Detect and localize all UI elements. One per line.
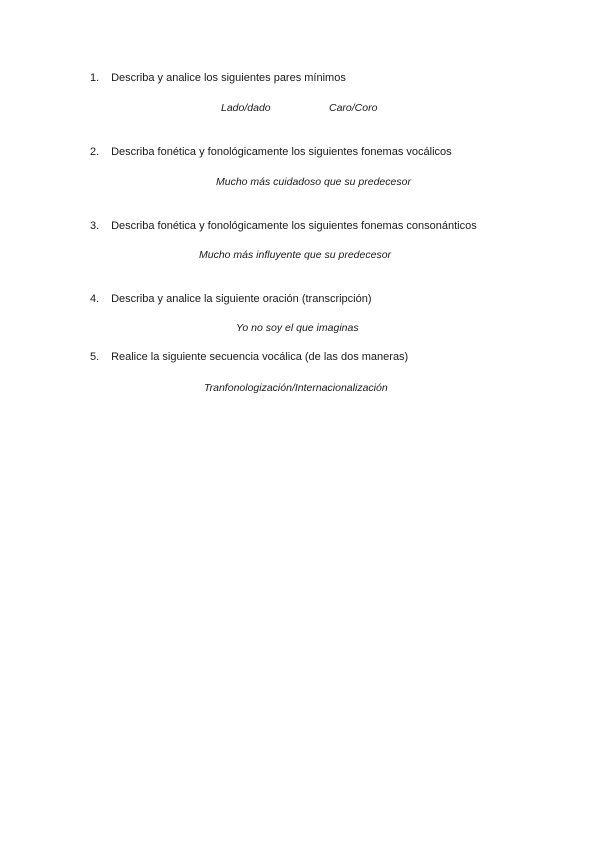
example-1a: Lado/dado xyxy=(221,102,271,114)
question-number: 4. xyxy=(90,293,100,305)
question-text: Describa fonética y fonológicamente los siguientes fonemas vocálicos xyxy=(111,146,452,158)
example-3: Mucho más influyente que su predecesor xyxy=(199,249,392,261)
question-text: Describa y analice los siguientes pares mínimos xyxy=(111,72,346,84)
example-4: Yo no soy el que imaginas xyxy=(236,322,359,334)
question-number: 1. xyxy=(90,72,100,84)
question-number: 3. xyxy=(90,220,100,232)
question-2 xyxy=(90,145,452,159)
question-5 xyxy=(90,350,408,364)
question-text: Describa y analice la siguiente oración (transcripción) xyxy=(111,293,372,305)
question-text: Describa fonética y fonológicamente los siguientes fonemas consonánticos xyxy=(111,220,477,232)
question-4 xyxy=(90,292,372,306)
example-5: Tranfonologización/Internacionalización xyxy=(204,382,388,394)
example-1b: Caro/Coro xyxy=(329,102,378,114)
question-number: 5. xyxy=(90,351,100,363)
question-number: 2. xyxy=(90,146,100,158)
question-text: Realice la siguiente secuencia vocálica (de las dos maneras) xyxy=(111,351,409,363)
question-3 xyxy=(90,219,477,233)
example-2: Mucho más cuidadoso que su predecesor xyxy=(216,176,411,188)
question-1 xyxy=(90,71,346,85)
